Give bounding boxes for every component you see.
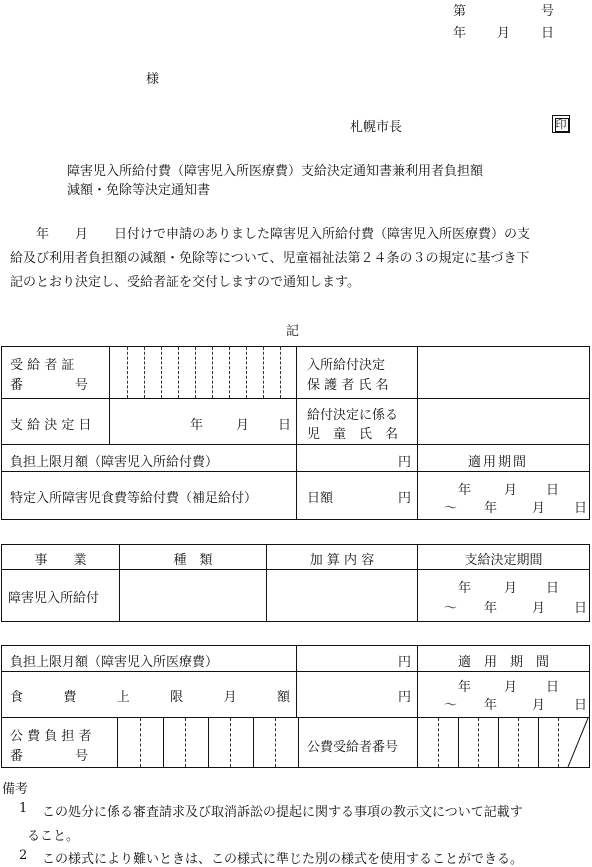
burden-limit-medical-label: 負担上限月額（障害児入所医療費） — [10, 655, 219, 670]
svc-end-year: 年 — [484, 601, 498, 616]
period-start-month: 月 — [504, 483, 518, 498]
service-name: 障害児入所給付 — [8, 591, 100, 606]
med-start-year: 年 — [458, 680, 472, 695]
header-service: 事 業 — [34, 553, 87, 568]
recipient-number-label: 公費受給者番号 — [307, 740, 399, 755]
decision-table — [1, 346, 590, 520]
header-decision-period: 支給決定期間 — [464, 553, 543, 568]
issuer-title: 札幌市長 — [350, 120, 403, 135]
medical-period-field[interactable] — [418, 672, 589, 717]
child-name-label-2: 児 童 氏 名 — [307, 427, 399, 442]
special-food-label: 特定入所障害児食費等給付費（補足給付） — [10, 491, 258, 506]
ki-heading: 記 — [286, 324, 300, 339]
document-number — [453, 0, 553, 19]
date-month: 月 — [497, 26, 511, 41]
decision-month: 月 — [236, 418, 250, 433]
medical-apply-period-header: 適 用 期 間 — [457, 655, 549, 670]
payer-no-label-1: 公 費 負 担 者 — [10, 729, 92, 744]
payer-no-label-2: 番 号 — [10, 749, 89, 764]
svc-start-month: 月 — [504, 581, 518, 596]
period-tilde: 〜 — [444, 501, 458, 516]
note1-line1: この処分に係る審査請求及び取消訴訟の提起に関する事項の教示文について記載す — [42, 805, 523, 820]
seal-text: 印 — [555, 118, 567, 131]
svc-tilde: 〜 — [444, 601, 458, 616]
recipient-cert-label-1: 受 給 者 証 — [10, 358, 75, 373]
med-end-month: 月 — [532, 698, 546, 713]
date-year: 年 — [453, 26, 467, 41]
decision-day: 日 — [278, 418, 292, 433]
service-period-field[interactable] — [418, 570, 589, 622]
header-type: 種 類 — [173, 553, 213, 568]
daily-amount-yen: 円 — [398, 491, 412, 506]
svc-end-day: 日 — [574, 601, 588, 616]
body-line1: 年 月 日付けで申請のありました障害児入所給付費（障害児入所医療費）の支 — [10, 227, 531, 242]
number-prefix: 第 — [453, 4, 467, 19]
period-end-month: 月 — [532, 501, 546, 516]
slash-mark — [558, 718, 589, 767]
decision-date-field[interactable] — [110, 399, 296, 444]
guardian-name-label-2: 保 護 者 氏 名 — [307, 378, 389, 393]
svc-start-day: 日 — [546, 581, 560, 596]
document-date — [453, 22, 553, 40]
med-start-day: 日 — [546, 680, 560, 695]
note1-number: 1 — [19, 801, 28, 816]
recipient-cert-label-2: 番 号 — [10, 378, 89, 393]
guardian-name-label-1: 入所給付決定 — [307, 358, 386, 373]
decision-date-label: 支 給 決 定 日 — [10, 418, 92, 433]
daily-amount-label: 日額 — [307, 491, 334, 506]
addressee-suffix: 様 — [146, 72, 160, 87]
number-suffix: 号 — [541, 4, 555, 19]
burden-limit-label: 負担上限月額（障害児入所給付費） — [10, 455, 219, 470]
period-end-day: 日 — [574, 501, 588, 516]
service-table — [1, 544, 590, 622]
header-addition: 加 算 内 容 — [309, 553, 375, 568]
document-title-line1: 障害児入所給付費（障害児入所医療費）支給決定通知書兼利用者負担額 — [67, 164, 484, 179]
note1-line2: ること。 — [27, 829, 80, 844]
guardian-name-field[interactable] — [418, 347, 589, 398]
service-type-field[interactable] — [120, 570, 266, 622]
burden-limit-medical-yen: 円 — [398, 655, 412, 670]
period-start-year: 年 — [458, 483, 472, 498]
med-tilde: 〜 — [444, 698, 458, 713]
decision-year: 年 — [190, 418, 204, 433]
payer-number-boxes[interactable] — [118, 718, 298, 767]
period-start-day: 日 — [546, 483, 560, 498]
body-line3: 記のとおり決定し、受給者証を交付しますので通知します。 — [10, 275, 360, 290]
burden-limit-yen: 円 — [398, 455, 412, 470]
child-name-label-1: 給付決定に係る — [307, 408, 399, 423]
med-start-month: 月 — [504, 680, 518, 695]
date-day: 日 — [541, 26, 555, 41]
document-title-line2: 減額・免除等決定通知書 — [67, 183, 211, 198]
note2-number: 2 — [19, 848, 28, 863]
recipient-number-boxes[interactable] — [418, 718, 589, 767]
apply-period-header: 適用期間 — [468, 455, 529, 470]
body-line2: 給及び利用者負担額の減額・免除等について、児童福祉法第２４条の３の規定に基づき下 — [10, 251, 530, 266]
svc-end-month: 月 — [532, 601, 546, 616]
apply-period-field[interactable] — [418, 472, 589, 520]
seal-stamp — [552, 115, 570, 133]
child-name-field[interactable] — [418, 399, 589, 444]
food-limit-label: 食 費 上 限 月 額 — [10, 690, 290, 705]
recipient-cert-number-boxes[interactable] — [110, 347, 296, 398]
food-limit-yen: 円 — [398, 690, 412, 705]
svc-start-year: 年 — [458, 581, 472, 596]
period-end-year: 年 — [484, 501, 498, 516]
note2-line1: この様式により難いときは、この様式に準じた別の様式を使用することができる。 — [42, 852, 524, 867]
service-addition-field[interactable] — [267, 570, 417, 622]
notes-heading: 備考 — [2, 782, 29, 797]
medical-table — [1, 645, 590, 768]
med-end-year: 年 — [484, 698, 498, 713]
med-end-day: 日 — [574, 698, 588, 713]
